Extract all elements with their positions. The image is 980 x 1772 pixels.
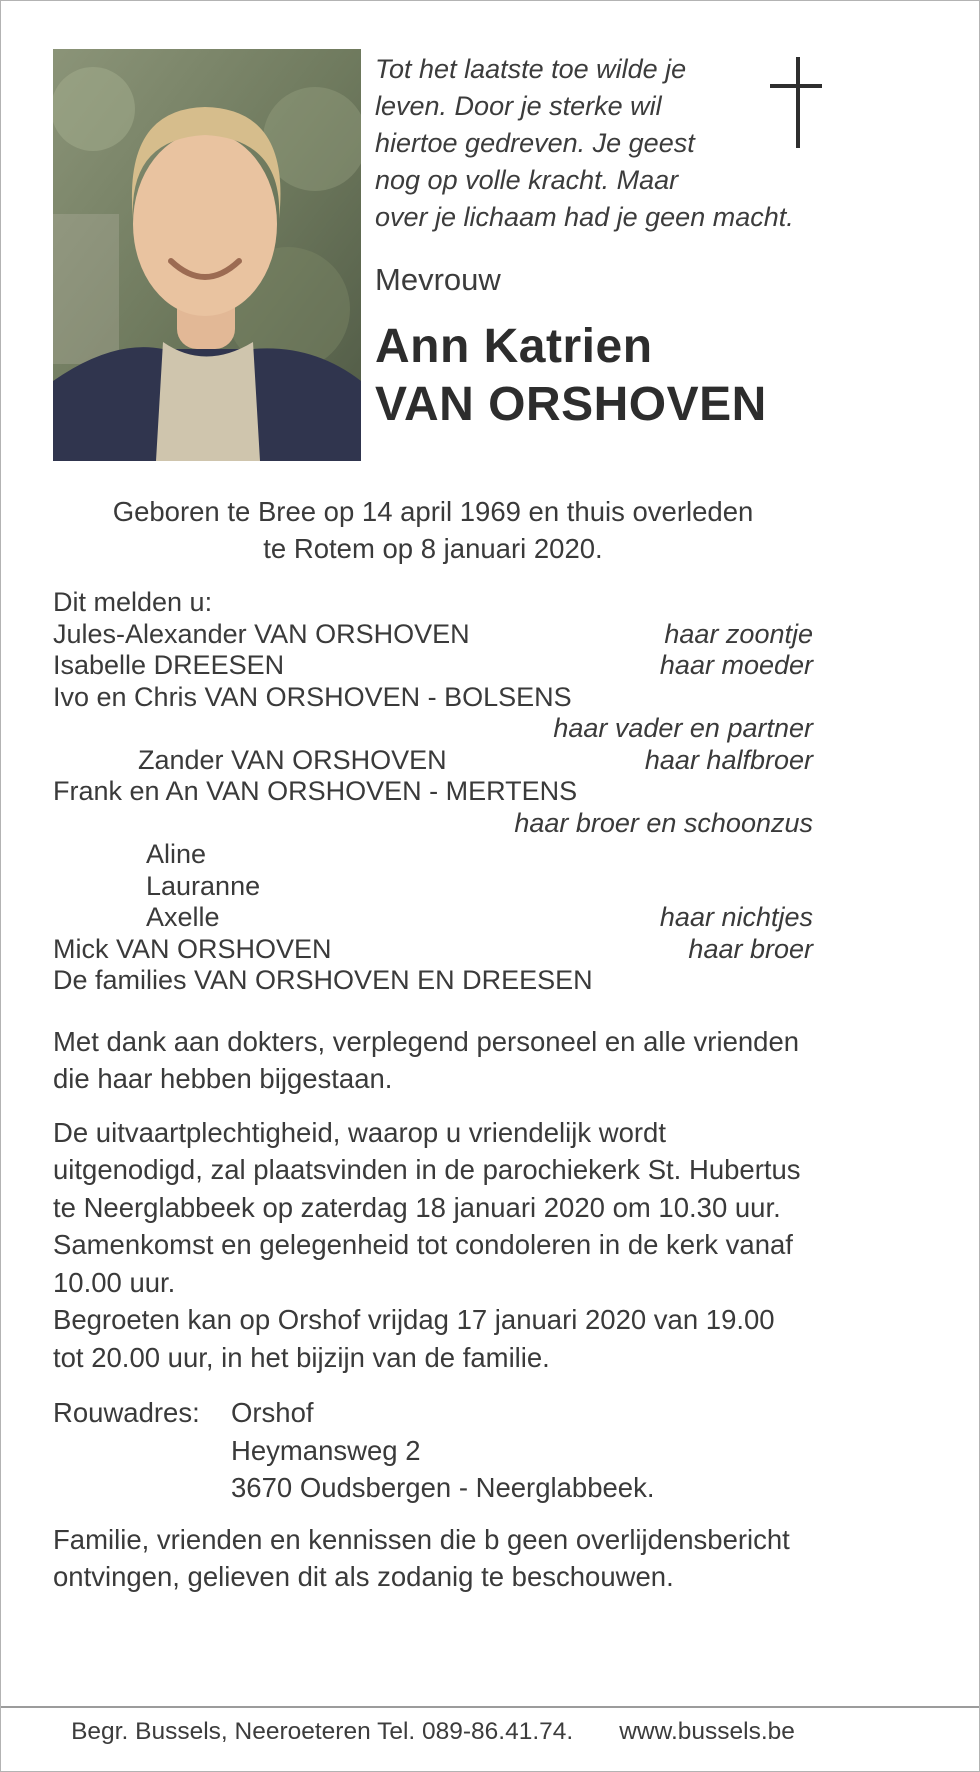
ceremony-line: tot 20.00 uur, in het bijzijn van de familie. [53,1341,550,1373]
birth-death-line: Geboren te Bree op 14 april 1969 en thuis overleden [112,496,754,527]
mourning-address-line: Heymansweg 2 [231,1434,421,1466]
epigraph-line: Tot het laatste toe wilde je [375,54,687,84]
ceremony-line: uitgenodigd, zal plaatsvinden in de parochiekerk St. Hubertus [53,1154,801,1185]
birth-death-line: te Rotem op 8 januari 2020. [263,533,603,564]
thanks-paragraph [53,1023,813,1098]
family-member-name: Aline [146,839,207,869]
family-row [53,713,813,745]
family-member-relation: haar halfbroer [644,744,813,775]
mourning-address-line: Orshof [231,1397,314,1428]
family-member-name: Frank en An VAN ORSHOVEN - MERTENS [53,776,578,806]
family-member-name: De families VAN ORSHOVEN EN DREESEN [53,965,593,995]
family-member-relation: haar vader en partner [553,713,813,743]
announcement-intro-label: Dit melden u: [53,587,213,617]
ceremony-line: De uitvaartplechtigheid, waarop u vriendelijk wordt [53,1116,666,1148]
funeral-home-website: www.bussels.be [619,1718,795,1745]
family-row [53,871,813,903]
funeral-home-contact: Begr. Bussels, Neeroeteren Tel. 089-86.41.74. [71,1718,574,1745]
epigraph-line: nog op volle kracht. Maar [375,165,679,195]
family-member-name: Zander VAN ORSHOVEN [138,744,447,775]
deceased-name [375,318,813,434]
family-row [53,902,813,934]
ceremony-line: 10.00 uur. [53,1266,176,1298]
epigraph-line: over je lichaam had je geen macht. [375,202,794,232]
family-member-name: Mick VAN ORSHOVEN [53,933,332,964]
portrait-photo-illustration [53,49,361,461]
family-row [53,839,813,871]
family-member-relation: haar broer en schoonzus [514,807,813,838]
epigraph-line: leven. Door je sterke wil [375,91,662,121]
family-row [53,808,813,840]
family-row [53,965,813,997]
header-text-block [375,51,813,434]
portrait-photo [53,49,361,461]
family-member-name: Axelle [146,902,220,932]
footer [53,1718,813,1746]
content-column [53,1,813,1596]
thanks-line: die haar hebben bijgestaan. [53,1063,393,1094]
birth-death-statement [53,493,813,567]
family-member-relation: haar nichtjes [659,902,813,932]
family-row [53,682,813,714]
family-row [53,745,813,777]
salutation: Mevrouw [375,262,501,297]
epigraph-line: hiertoe gedreven. Je geest [375,128,695,158]
family-row [53,776,813,808]
family-row [53,650,813,682]
deceased-first-names: Ann Katrien [375,320,653,373]
notice-paragraph [53,1521,813,1596]
mourning-address-label: Rouwadres: [53,1397,200,1428]
family-member-relation: haar moeder [659,650,813,680]
mourning-address [231,1394,654,1507]
family-member-name: Jules-Alexander VAN ORSHOVEN [53,618,470,649]
cross-icon [764,55,824,150]
announcement-intro [53,587,813,619]
family-row [53,934,813,966]
mourning-address-line: 3670 Oudsbergen - Neerglabbeek. [231,1472,655,1503]
family-member-name: Ivo en Chris VAN ORSHOVEN - BOLSENS [53,681,572,712]
mourning-address-block [53,1394,813,1507]
header-section [53,49,813,461]
family-member-relation: haar broer [688,933,813,964]
deceased-last-name: VAN ORSHOVEN [375,378,767,431]
thanks-line: Met dank aan dokters, verplegend personeel en alle vrienden [53,1025,800,1057]
family-member-name: Isabelle DREESEN [53,650,285,680]
family-member-relation: haar zoontje [664,618,813,649]
ceremony-line: Samenkomst en gelegenheid tot condoleren in de kerk vanaf [53,1229,793,1260]
ceremony-line: Begroeten kan op Orshof vrijdag 17 januari 2020 van 19.00 [53,1304,775,1335]
family-announcement [53,587,813,997]
ceremony-line: te Neerglabbeek op zaterdag 18 januari 2020 om 10.30 uur. [53,1191,781,1223]
family-row [53,619,813,651]
notice-line: ontvingen, gelieven dit als zodanig te beschouwen. [53,1561,674,1592]
family-member-name: Lauranne [146,870,261,901]
notice-line: Familie, vrienden en kennissen die b geen overlijdensbericht [53,1523,790,1555]
footer-divider [1,1706,980,1708]
ceremony-paragraph [53,1114,813,1377]
epigraph-poem [375,51,813,236]
